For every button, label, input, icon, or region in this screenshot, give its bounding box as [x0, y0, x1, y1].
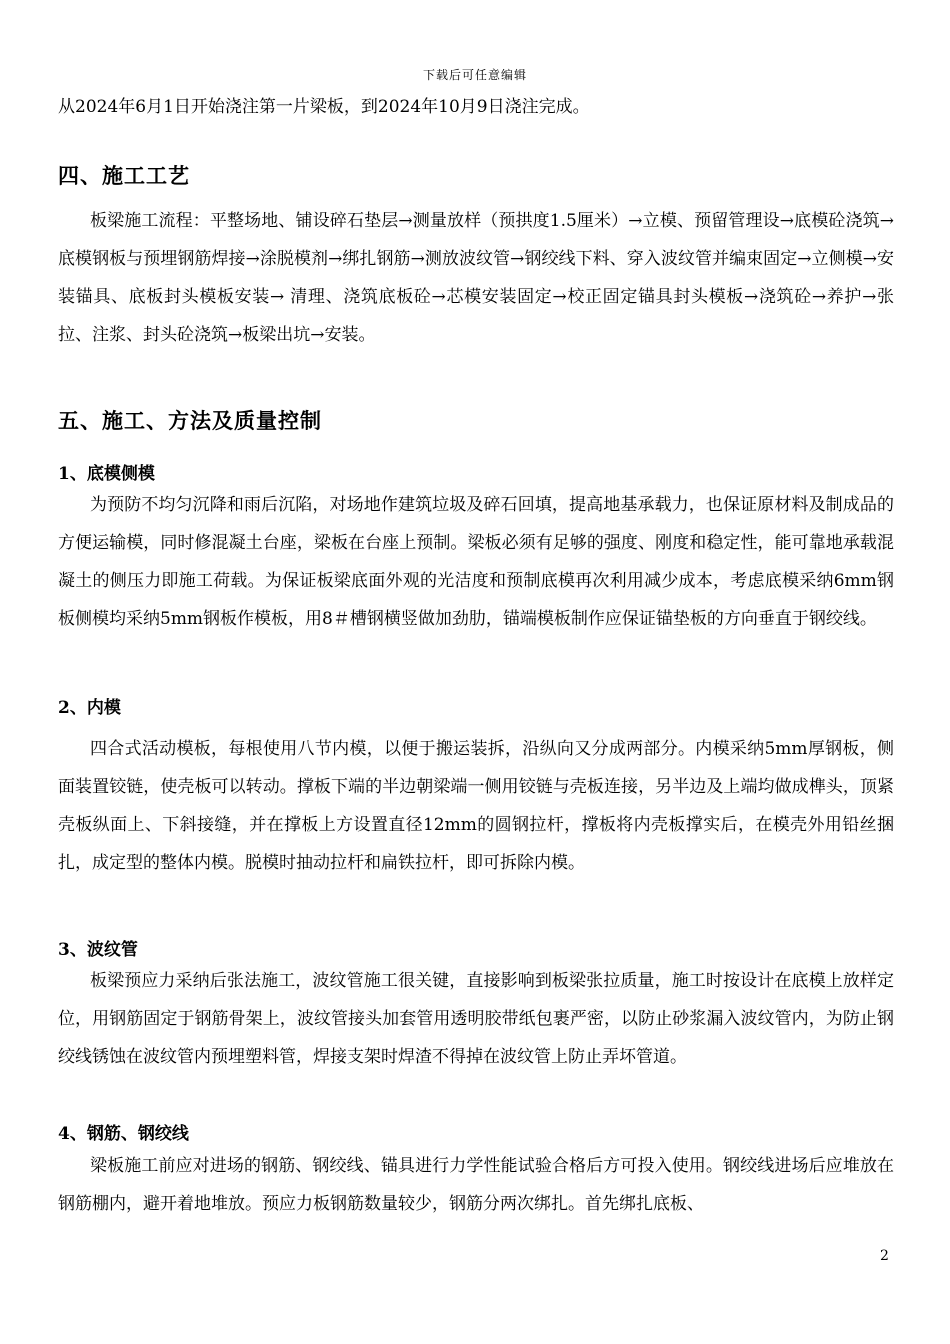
- section-5-heading: 五、施工、方法及质量控制: [58, 408, 322, 433]
- subsection-2-heading: 2、内模: [58, 698, 121, 718]
- subsection-4-heading: 4、钢筋、钢绞线: [58, 1124, 189, 1144]
- subsection-3-heading: 3、波纹管: [58, 940, 138, 960]
- section-4-heading: 四、施工工艺: [58, 163, 190, 188]
- subsection-1-heading: 1、底模侧模: [58, 464, 155, 484]
- header-note: 下载后可任意编辑: [422, 68, 527, 82]
- subsection-3-body: 板梁预应力采纳后张法施工，波纹管施工很关键，直接影响到板梁张拉质量，施工时按设计在底模上放样定位，用钢筋固定于钢筋骨架上，波纹管接头加套管用透明胶带纸包裹严密，以防止砂浆漏入波纹管内，为防止钢绞线锈蚀在波纹管内预埋塑料管，焊接支架时焊渣不得掉在波纹管上防止弄坏管道。: [58, 971, 894, 1067]
- page-number: 2: [880, 1248, 889, 1264]
- intro-paragraph: 从2024年6月1日开始浇注第一片梁板，到2024年10月9日浇注完成。: [58, 97, 590, 117]
- subsection-1-body: 为预防不均匀沉降和雨后沉陷，对场地作建筑垃圾及碎石回填，提高地基承载力，也保证原材料及制成品的方便运输模，同时修混凝土台座，梁板在台座上预制。梁板必须有足够的强度、刚度和稳定性，能可靠地承载混凝土的侧压力即施工荷载。为保证板梁底面外观的光洁度和预制底模再次利用减少成本，考虑底模采纳6mm钢板侧模均采纳5mm钢板作模板，用8＃槽钢横竖做加劲肋，锚端模板制作应保证锚垫板的方向垂直于钢绞线。: [58, 495, 894, 629]
- subsection-2-body: 四合式活动模板，每根使用八节内模，以便于搬运装拆，沿纵向又分成两部分。内模采纳5mm厚钢板，侧面装置铰链，使壳板可以转动。撑板下端的半边朝梁端一侧用铰链与壳板连接，另半边及上端均做成榫头，顶紧壳板纵面上、下斜接缝，并在撑板上方设置直径12mm的圆钢拉杆，撑板将内壳板撑实后，在模壳外用铅丝捆扎，成定型的整体内模。脱模时抽动拉杆和扁铁拉杆，即可拆除内模。: [58, 739, 894, 873]
- section-4-body: 板梁施工流程：平整场地、铺设碎石垫层→测量放样（预拱度1.5厘米）→立模、预留管理设→底模砼浇筑→底模钢板与预埋钢筋焊接→涂脱模剂→绑扎钢筋→测放波纹管→钢绞线下料、穿入波纹管并编束固定→立侧模→安装锚具、底板封头模板安装→ 清理、浇筑底板砼→芯模安装固定→校正固定锚具封头模板→浇筑砼→养护→张拉、注浆、封头砼浇筑→板梁出坑→安装。: [58, 211, 894, 345]
- subsection-4-body: 梁板施工前应对进场的钢筋、钢绞线、锚具进行力学性能试验合格后方可投入使用。钢绞线进场后应堆放在钢筋棚内，避开着地堆放。预应力板钢筋数量较少，钢筋分两次绑扎。首先绑扎底板、: [58, 1156, 894, 1214]
